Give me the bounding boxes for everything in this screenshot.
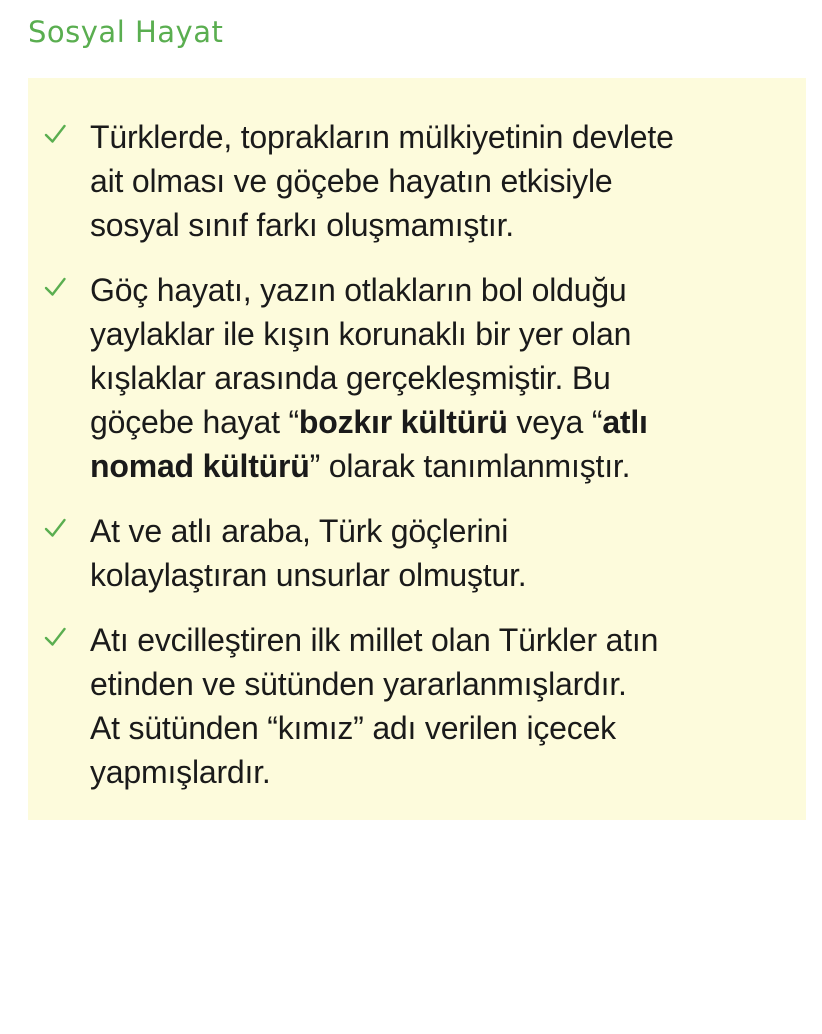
text-line xyxy=(90,115,786,159)
text-line xyxy=(90,268,786,312)
bold-term: nomad kültürü xyxy=(90,448,310,484)
text-segment: Türklerde, toprakların mülkiyetinin devlete xyxy=(90,119,674,155)
text-line xyxy=(90,750,786,794)
text-segment: kolaylaştıran unsurlar olmuştur. xyxy=(90,557,527,593)
text-line xyxy=(90,444,786,488)
bullet-text xyxy=(90,618,786,794)
section-heading: Sosyal Hayat xyxy=(28,15,224,49)
text-segment: Göç hayatı, yazın otlakların bol olduğu xyxy=(90,272,627,308)
text-segment: At ve atlı araba, Türk göçlerini xyxy=(90,513,509,549)
bullet-item xyxy=(42,509,786,597)
check-icon xyxy=(42,268,72,312)
text-line xyxy=(90,356,786,400)
bullet-text xyxy=(90,268,786,488)
text-line xyxy=(90,618,786,662)
text-segment: ait olması ve göçebe hayatın etkisiyle xyxy=(90,163,613,199)
text-segment: yaylaklar ile kışın korunaklı bir yer olan xyxy=(90,316,632,352)
text-segment: etinden ve sütünden yararlanmışlardır. xyxy=(90,666,627,702)
bold-term: atlı xyxy=(602,404,648,440)
check-icon xyxy=(42,115,72,159)
bold-term: bozkır kültürü xyxy=(298,404,508,440)
text-segment: sosyal sınıf farkı oluşmamıştır. xyxy=(90,207,514,243)
text-line xyxy=(90,159,786,203)
bullet-list xyxy=(42,115,786,794)
bullet-text xyxy=(90,115,786,247)
text-segment: yapmışlardır. xyxy=(90,754,271,790)
bullet-item xyxy=(42,618,786,794)
check-icon xyxy=(42,509,72,553)
text-line xyxy=(90,553,786,597)
text-line xyxy=(90,662,786,706)
text-segment: kışlaklar arasında gerçekleşmiştir. Bu xyxy=(90,360,611,396)
text-line xyxy=(90,509,786,553)
text-segment: göçebe hayat “ xyxy=(90,404,299,440)
text-line xyxy=(90,312,786,356)
text-line xyxy=(90,203,786,247)
text-segment: veya “ xyxy=(507,404,603,440)
bullet-item xyxy=(42,268,786,488)
text-segment: At sütünden “kımız” adı verilen içecek xyxy=(90,710,616,746)
text-line xyxy=(90,400,786,444)
info-panel xyxy=(28,78,806,820)
text-segment: ” olarak tanımlanmıştır. xyxy=(309,448,631,484)
bullet-item xyxy=(42,115,786,247)
text-line xyxy=(90,706,786,750)
bullet-text xyxy=(90,509,786,597)
text-segment: Atı evcilleştiren ilk millet olan Türkler atın xyxy=(90,622,659,658)
check-icon xyxy=(42,618,72,662)
